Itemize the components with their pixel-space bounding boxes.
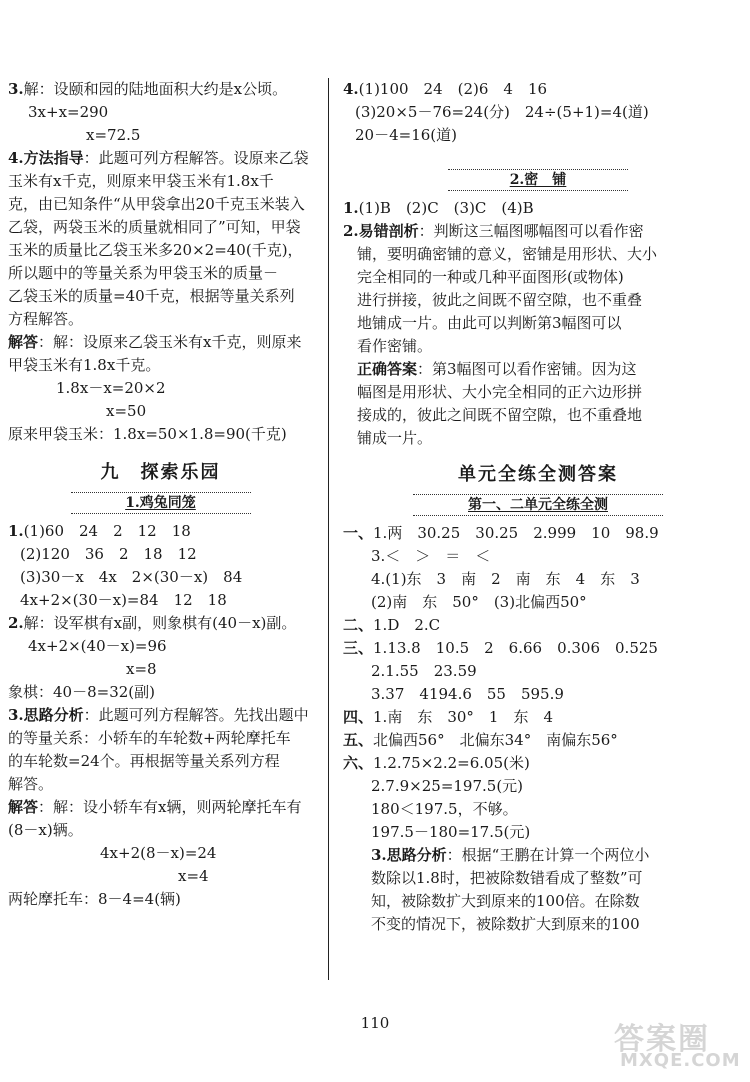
answer-text: 2.1.55 23.59 [371,662,477,680]
answer-text: 两轮摩托车：8－4=4(辆) [8,890,181,908]
answer-text: 地铺成一片。由此可以判断第3幅图可以 [357,314,622,332]
column-divider [328,78,329,980]
answer-text: 解：设颐和园的陆地面积大约是x公顷。 [23,80,288,98]
answer-text: 知，被除数扩大到原来的100倍。在除数 [371,892,640,910]
answer-label: 4. [343,80,359,98]
answer-text: 解答。 [8,775,54,793]
answer-text: 197.5－180=17.5(元) [371,823,531,841]
answer-label: 六、 [343,754,374,772]
left-column [8,78,313,911]
answer-label: 三、 [343,639,374,657]
answer-label: 3.思路分析 [8,706,84,724]
answer-line [8,239,313,262]
answer-line [343,729,733,752]
answer-label: 2.易错剖析 [343,222,419,240]
answer-text: 3.＜ ＞ ＝ ＜ [371,547,491,565]
answer-label: 四、 [343,708,374,726]
section-title-unit-tests: 单元全练全测答案 [458,464,618,485]
answer-text: 克，由已知条件“从甲袋拿出20千克玉米装入 [8,195,305,213]
answer-text: ：第3幅图可以看作密铺。因为这 [417,360,637,378]
answer-line [343,545,733,568]
answer-line [8,704,313,727]
subsection-title-chicken-rabbit: 1.鸡兔同笼 [71,492,251,514]
answer-line [8,377,313,400]
answer-line [343,404,733,427]
answer-text: 4x+2×(30－x)=84 12 18 [20,591,227,609]
answer-text: x=50 [106,402,147,420]
answer-text: 乙袋，两袋玉米的质量就相同了”可知，甲袋 [8,218,301,236]
answer-line [8,78,313,101]
answer-text: 玉米的质量比乙袋玉米多20×2=40(千克)， [8,241,303,259]
answer-text: (8－x)辆。 [8,821,83,839]
answer-line [8,566,313,589]
answer-text: 甲袋玉米有1.8x千克。 [8,356,161,374]
answer-line [8,796,313,819]
answer-label: 解答 [8,798,39,816]
answer-text: 1.D 2.C [373,616,441,634]
answer-text: 完全相同的一种或几种平面图形(或物体) [357,268,624,286]
answer-line [8,285,313,308]
section-title-explore: 九 探索乐园 [100,462,221,483]
answer-line [343,243,733,266]
answer-line [343,821,733,844]
answer-line [8,193,313,216]
answer-text: 的车轮数=24个。再根据等量关系列方程 [8,752,280,770]
answer-text: ：根据“王鹏在计算一个两位小 [446,846,650,864]
answer-label: 1. [8,522,24,540]
answer-line [343,913,733,936]
answer-line [343,867,733,890]
answer-text: 1.13.8 10.5 2 6.66 0.306 0.525 [373,639,658,657]
answer-line [8,658,313,681]
watermark-text-bottom: MXQE.COM [620,1050,741,1071]
answer-text: 进行拼接，彼此之间既不留空隙，也不重叠 [357,291,643,309]
answer-text: x=8 [126,660,157,678]
answer-text: 20－4=16(道) [355,126,457,144]
answer-line [343,568,733,591]
answer-line [8,888,313,911]
answer-line [8,400,313,423]
answer-label: 正确答案 [357,360,418,378]
answer-text: 解：设军棋有x副，则象棋有(40－x)副。 [23,614,297,632]
answer-line [8,819,313,842]
answer-text: 接成的，彼此之间既不留空隙，也不重叠地 [357,406,643,424]
answer-text: 所以题中的等量关系为甲袋玉米的质量－ [8,264,279,282]
answer-text: 的等量关系：小轿车的车轮数+两轮摩托车 [8,729,291,747]
answer-text: 不变的情况下，被除数扩大到原来的100 [371,915,640,933]
right-answers-part1 [343,78,733,147]
answer-line [8,635,313,658]
answer-line [343,752,733,775]
answer-line [343,660,733,683]
answer-line [8,170,313,193]
answer-line [8,308,313,331]
answer-line [8,612,313,635]
answer-line [343,614,733,637]
answer-line [343,775,733,798]
left-answers-part1 [8,78,313,446]
answer-text: ：此题可列方程解答。先找出题中 [83,706,309,724]
answer-text: 1.2.75×2.2=6.05(米) [373,754,530,772]
answer-line [8,842,313,865]
answer-line [343,335,733,358]
answer-text: 3.37 4194.6 55 595.9 [371,685,564,703]
answer-label: 1. [343,199,359,217]
answer-line [8,773,313,796]
answer-line [343,844,733,867]
answer-text: ：解：设小轿车有x辆，则两轮摩托车有 [38,798,302,816]
answer-line [343,78,733,101]
answer-label: 解答 [8,333,39,351]
answer-line [343,220,733,243]
answer-line [8,520,313,543]
answer-text: (2)南 东 50° (3)北偏西50° [371,593,587,611]
answer-label: 五、 [343,731,374,749]
watermark-text-top: 答案圈 [614,1022,710,1057]
left-answers-part2 [8,520,313,911]
right-answers-part2 [343,197,733,450]
answer-line [8,147,313,170]
right-answers-part3 [343,522,733,936]
answer-line [343,637,733,660]
answer-label: 二、 [343,616,374,634]
answer-line [343,197,733,220]
answer-line [8,216,313,239]
answer-text: 1.8x－x=20×2 [56,379,166,397]
answer-line [8,750,313,773]
answer-line [343,266,733,289]
answer-text: ：此题可列方程解答。设原来乙袋 [83,149,309,167]
answer-label: 一、 [343,524,374,542]
answer-text: 铺成一片。 [357,429,433,447]
answer-line [343,798,733,821]
answer-line [8,589,313,612]
answer-label: 4.方法指导 [8,149,84,167]
answer-line [8,262,313,285]
answer-text: 幅图是用形状、大小完全相同的正六边形拼 [357,383,643,401]
answer-text: (1)100 24 (2)6 4 16 [358,80,548,98]
answer-line [8,423,313,446]
answer-text: 2.7.9×25=197.5(元) [371,777,524,795]
answer-line [343,358,733,381]
answer-text: 铺，要明确密铺的意义，密铺是用形状、大小 [357,245,658,263]
answer-text: 4.(1)东 3 南 2 南 东 4 东 3 [371,570,640,588]
answer-text: 玉米有x千克，则原来甲袋玉米有1.8x千 [8,172,274,190]
answer-line [343,289,733,312]
answer-line [8,727,313,750]
answer-line [8,101,313,124]
answer-line [8,543,313,566]
answer-text: 乙袋玉米的质量=40千克，根据等量关系列 [8,287,295,305]
answer-text: 4x+2×(40－x)=96 [28,637,167,655]
subsection-title-unit-1-2: 第一、二单元全练全测 [413,494,663,516]
answer-text: 1.南 东 30° 1 东 4 [373,708,554,726]
answer-text: (3)20×5－76=24(分) 24÷(5+1)=4(道) [355,103,649,121]
answer-line [343,312,733,335]
answer-text: 象棋：40－8=32(副) [8,683,155,701]
answer-text: 4x+2(8－x)=24 [100,844,217,862]
answer-line [343,683,733,706]
answer-text: 方程解答。 [8,310,84,328]
answer-line [343,101,733,124]
answer-line [343,124,733,147]
answer-line [343,591,733,614]
answer-text: 数除以1.8时，把被除数错看成了整数”可 [371,869,643,887]
answer-text: (1)60 24 2 12 18 [23,522,191,540]
answer-text: x=4 [178,867,209,885]
right-column [343,78,733,936]
answer-line [343,522,733,545]
answer-text: 北偏西56° 北偏东34° 南偏东56° [373,731,618,749]
answer-text: ：解：设原来乙袋玉米有x千克，则原来 [38,333,302,351]
answer-text: 看作密铺。 [357,337,433,355]
answer-text: 3x+x=290 [28,103,109,121]
answer-text: (3)30－x 4x 2×(30－x) 84 [20,568,243,586]
answer-label: 2. [8,614,24,632]
answer-text: 180＜197.5，不够。 [371,800,518,818]
answer-line [8,354,313,377]
answer-line [343,890,733,913]
answer-text: (2)120 36 2 18 12 [20,545,197,563]
answer-label: 3.思路分析 [371,846,447,864]
page-number: 110 [360,1014,390,1032]
answer-line [8,331,313,354]
answer-text: ：判断这三幅图哪幅图可以看作密 [418,222,644,240]
answer-text: (1)B (2)C (3)C (4)B [358,199,534,217]
answer-line [343,427,733,450]
answer-text: 1.两 30.25 30.25 2.999 10 98.9 [373,524,659,542]
answer-line [343,381,733,404]
answer-line [8,865,313,888]
answer-line [8,124,313,147]
answer-line [343,706,733,729]
answer-text: 原来甲袋玉米：1.8x=50×1.8=90(千克) [8,425,287,443]
answer-label: 3. [8,80,24,98]
subsection-title-tessellation: 2.密 铺 [448,169,628,191]
watermark-logo [610,1014,741,1072]
answer-text: x=72.5 [86,126,141,144]
answer-line [8,681,313,704]
